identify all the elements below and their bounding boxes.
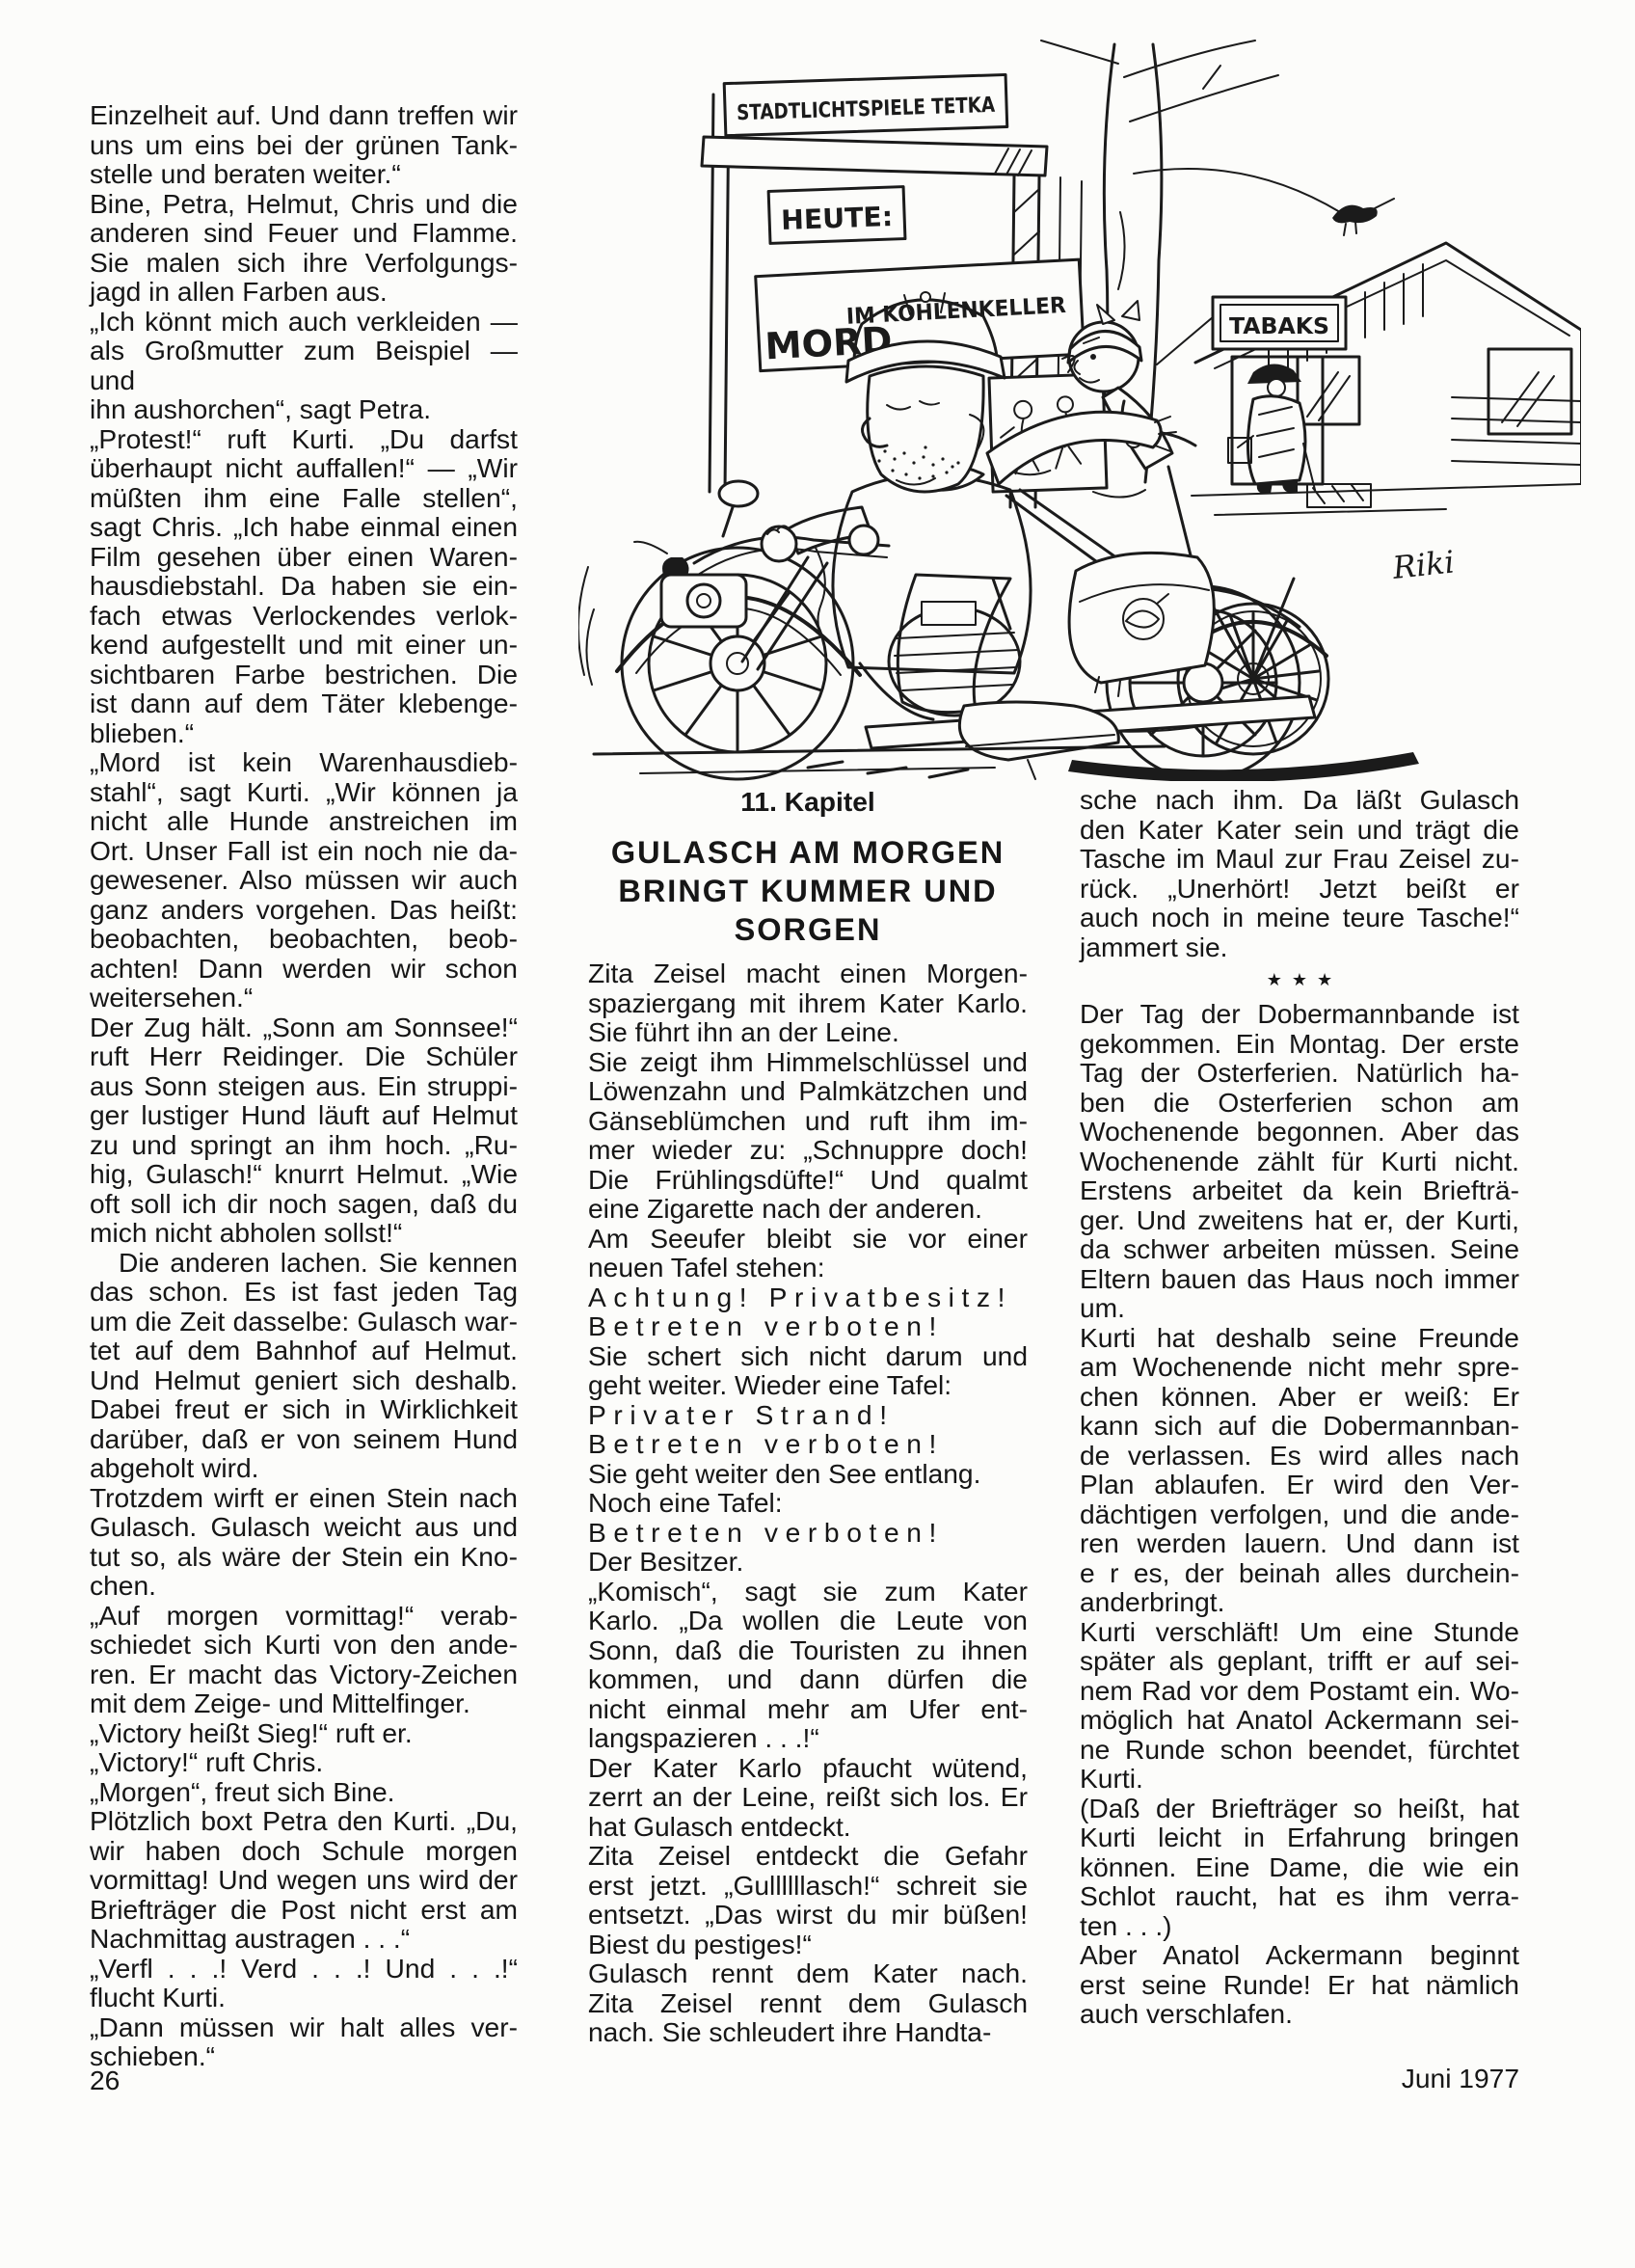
text-line: jammert sie. [1080, 931, 1228, 962]
paragraph [588, 1282, 1028, 1312]
text-line: wir haben doch Schule morgen [90, 1834, 518, 1866]
text-line: stahl“, sagt Kurti. „Wir können ja [90, 775, 518, 807]
text-line: „Mord ist kein Warenhausdieb- [90, 746, 518, 777]
paragraph [1080, 1940, 1519, 2029]
text-line: Bine, Petra, Helmut, Chris und die [90, 187, 518, 219]
paragraph [90, 1806, 518, 1954]
chapter-heading [588, 785, 1028, 949]
text-line: den Kater Kater sein und trägt die [1080, 813, 1519, 845]
text-line: gekommen. Ein Montag. Der erste [1080, 1027, 1519, 1059]
paragraph [588, 1841, 1028, 1958]
text-line: flucht Kurti. [90, 1982, 226, 2012]
text-line: „Victory!“ ruft Chris. [90, 1746, 324, 1777]
text-line: Erstens arbeitet da kein Briefträ- [1080, 1174, 1519, 1205]
tobacco-shop-house [1157, 243, 1581, 515]
text-line: Die Frühlingsdüfte!“ Und qualmt [588, 1163, 1028, 1195]
text-line: Gänseblümchen und ruft ihm im- [588, 1104, 1028, 1136]
text-line: spaziergang mit ihrem Kater Karlo. [588, 986, 1028, 1018]
text-line: ren. Er macht das Victory-Zeichen [90, 1658, 518, 1689]
text-line: ne Runde schon beendet, fürchtet [1080, 1733, 1519, 1765]
text-line: Tag der Osterferien. Natürlich ha- [1080, 1057, 1519, 1088]
text-line: e r es, der beinah alles durchein- [1080, 1556, 1519, 1588]
text-line: neuen Tafel stehen: [588, 1252, 825, 1282]
text-line: nicht alle Hunde anstreichen im [90, 805, 518, 836]
paragraph [588, 1488, 1028, 1518]
text-line: Und Helmut geniert sich deshalb. [90, 1364, 518, 1395]
text-line: auch noch in meine teure Tasche!“ [1080, 902, 1519, 932]
text-line: „Victory heißt Sieg!“ ruft er. [90, 1716, 413, 1748]
text-line: Kurti leicht in Erfahrung bringen [1080, 1822, 1519, 1852]
text-line: nach. Sie schleudert ihre Handta- [588, 2016, 992, 2047]
text-line: hig, Gulasch!“ knurrt Helmut. „Wie [90, 1158, 518, 1189]
text-line: Achtung! Privatbesitz! [588, 1281, 1013, 1312]
text-line: überhaupt nicht auffallen!“ — „Wir [90, 452, 518, 483]
text-line: am Wochenende nicht mehr spre- [1080, 1351, 1519, 1382]
text-line: Der Zug hält. „Sonn am Sonnsee!“ [90, 1011, 518, 1042]
bird-icon [1332, 199, 1394, 235]
paragraph [90, 307, 518, 424]
text-line: ihn aushorchen“, sagt Petra. [90, 393, 432, 424]
text-line: weitersehen.“ [90, 982, 254, 1012]
text-line: tut so, als wäre der Stein ein Kno- [90, 1540, 518, 1572]
text-line: tet auf dem Bahnhof auf Helmut. [90, 1335, 518, 1365]
text-line: Kurti. [1080, 1763, 1143, 1794]
column-middle [588, 958, 1028, 2047]
text-line: schiedet sich Kurti von den ande- [90, 1629, 518, 1660]
text-line: sichtbaren Farbe bestrichen. Die [90, 658, 518, 689]
text-line: Tasche im Maul zur Frau Zeisel zu- [1080, 843, 1519, 874]
text-line: Noch eine Tafel: [588, 1487, 783, 1518]
text-line: Aber Anatol Ackermann beginnt [1080, 1939, 1519, 1970]
text-line: vormittag! Und wegen uns wird der [90, 1864, 518, 1895]
column-left [90, 100, 518, 2071]
text-line: de verlassen. Es wird alles nach [1080, 1439, 1519, 1471]
paragraph [90, 100, 518, 189]
text-line: Am Seeufer bleibt sie vor einer [588, 1222, 1028, 1254]
text-line: oft soll ich dir noch sagen, daß du [90, 1187, 518, 1219]
text-line: Eltern bauen das Haus noch immer [1080, 1262, 1519, 1294]
text-line: anderbringt. [1080, 1586, 1225, 1617]
issue-date: Juni 1977 [1401, 2063, 1519, 2093]
artist-signature: Riki [1390, 543, 1457, 586]
text-line: „Auf morgen vormittag!“ verab- [90, 1599, 518, 1631]
paragraph [1080, 1617, 1519, 1794]
text-line: Sonn, daß die Touristen zu ihnen [588, 1634, 1028, 1665]
text-line: mich nicht abholen sollst!“ [90, 1217, 403, 1248]
text-line: Film gesehen über einen Waren- [90, 540, 518, 572]
chapter-title [588, 833, 1028, 949]
paragraph [588, 1400, 1028, 1430]
paragraph [90, 1718, 518, 1748]
text-line: langspazieren . . .!“ [588, 1722, 819, 1753]
text-line: hat Gulasch entdeckt. [588, 1810, 851, 1842]
text-line: Sie zeigt ihm Himmelschlüssel und [588, 1045, 1028, 1077]
text-line: darüber, daß er von seinem Hund [90, 1422, 518, 1454]
text-line: Die anderen lachen. Sie kennen [119, 1246, 518, 1278]
text-line: chen können. Aber er weiß: Er [1080, 1380, 1519, 1412]
paragraph [588, 1224, 1028, 1282]
text-line: mer wieder zu: „Schnuppre doch! [588, 1134, 1028, 1165]
text-line: fach etwas Verlockendes verlok- [90, 599, 518, 631]
text-line: Wochenende begonnen. Aber das [1080, 1116, 1519, 1147]
movie-sign-rest: IM KOHLENKELLER [845, 292, 1080, 330]
paragraph [90, 1601, 518, 1718]
text-line: abgeholt wird. [90, 1452, 259, 1483]
text-line: möglich hat Anatol Ackermann sei- [1080, 1704, 1519, 1735]
text-line: als Großmutter zum Beispiel — und [90, 335, 518, 395]
paragraph [588, 1547, 1028, 1577]
text-line: achten! Dann werden wir schon [90, 952, 518, 984]
text-line: Karlo. „Da wollen die Leute von [588, 1605, 1028, 1635]
heute-sign-text: HEUTE: [780, 201, 893, 237]
text-line: Sie geht weiter den See entlang. [588, 1457, 981, 1489]
text-line: das schon. Es ist fast jeden Tag [90, 1276, 518, 1307]
text-line: jagd in allen Farben aus. [90, 276, 388, 307]
illustration [578, 39, 1581, 781]
text-line: Nachmittag austragen . . .“ [90, 1923, 411, 1954]
text-line: um die Zeit dasselbe: Gulasch war- [90, 1305, 518, 1336]
paragraph [588, 1518, 1028, 1548]
text-line: chen. [90, 1570, 156, 1601]
text-line: Briefträger die Post nicht erst am [90, 1893, 518, 1925]
text-line: zu und springt an ihm hoch. „Ru- [90, 1128, 518, 1160]
text-line: Dabei freut er sich in Wirklichkeit [90, 1393, 518, 1424]
text-line: da schwer arbeiten müssen. Seine [1080, 1233, 1519, 1264]
paragraph [588, 958, 1028, 1047]
text-line: stelle und beraten weiter.“ [90, 158, 401, 189]
text-line: Der Kater Karlo pfaucht wütend, [588, 1751, 1028, 1783]
text-line: Sie malen sich ihre Verfolgungs- [90, 246, 518, 278]
cinema-marquee [724, 74, 1048, 135]
paragraph [90, 1248, 518, 1483]
chapter-title-line: BRINGT KUMMER UND [618, 874, 998, 908]
text-line: Gulasch. Gulasch weicht aus und [90, 1511, 518, 1542]
paragraph [588, 1459, 1028, 1489]
text-line: Biest du pestiges!“ [588, 1928, 812, 1959]
paragraph [90, 2012, 518, 2071]
postman-on-moped [617, 292, 1315, 779]
paragraph [90, 1777, 518, 1807]
text-line: Zita Zeisel rennt dem Gulasch [588, 1986, 1028, 2018]
text-line: Trotzdem wirft er einen Stein nach [90, 1481, 518, 1513]
text-line: Der Tag der Dobermannbande ist [1080, 998, 1519, 1029]
text-line: erst jetzt. „Gullllllasch!“ schreit sie [588, 1869, 1028, 1901]
text-line: nem Rad vor dem Postamt ein. Wo- [1080, 1674, 1519, 1706]
text-line: beobachten, beobachten, beob- [90, 923, 518, 954]
cartoon-drawing [578, 39, 1581, 781]
text-line: mit dem Zeige- und Mittelfinger. [90, 1688, 470, 1718]
column-right [1080, 785, 1519, 2029]
text-line: kommen, und dann dürfen die [588, 1663, 1028, 1694]
text-line: ger lustiger Hund läuft auf Helmut [90, 1099, 518, 1130]
shop-sign-text: TABAKS [1229, 314, 1329, 339]
paragraph [588, 1341, 1028, 1400]
paragraph [90, 747, 518, 1012]
text-line: Plan ablaufen. Er wird den Ver- [1080, 1469, 1519, 1499]
text-line: „Morgen“, freut sich Bine. [90, 1775, 395, 1807]
paragraph [90, 189, 518, 307]
movie-sign-word1: MORD [764, 318, 893, 368]
text-line: kann sich auf die Dobermannban- [1080, 1410, 1519, 1441]
text-line: gewesener. Also müssen wir auch [90, 864, 518, 895]
text-line: dächtigen verfolgen, und die ande- [1080, 1498, 1519, 1529]
paragraph [588, 1753, 1028, 1842]
text-line: erst seine Runde! Er hat nämlich [1080, 1968, 1519, 2000]
text-line: hausdiebstahl. Da haben sie ein- [90, 570, 518, 601]
paragraph [90, 424, 518, 748]
text-line: Sie führt ihn an der Leine. [588, 1016, 899, 1047]
text-line: Löwenzahn und Palmkätzchen und [588, 1075, 1028, 1106]
paragraph [90, 1483, 518, 1601]
page-number: 26 [90, 2065, 121, 2095]
paragraph [588, 1429, 1028, 1459]
text-line: kend aufgestellt und mit einer un- [90, 629, 518, 660]
text-line: Gulasch rennt dem Kater nach. [588, 1958, 1028, 1988]
text-line: schieben.“ [90, 2040, 216, 2071]
text-line: Betreten verboten! [588, 1310, 944, 1341]
text-line: ben die Osterferien schon am [1080, 1086, 1519, 1118]
chapter-kicker: 11. Kapitel [740, 786, 875, 817]
text-line: „Ich könnt mich auch verkleiden — [90, 305, 518, 337]
text-line: rück. „Unerhört! Jetzt beißt er [1080, 872, 1519, 904]
text-line: ger. Und zweitens hat er, der Kurti, [1080, 1203, 1519, 1235]
chapter-title-line: SORGEN [734, 912, 882, 947]
paragraph [588, 1577, 1028, 1753]
text-line: müßten ihm eine Falle stellen“, [90, 481, 518, 513]
text-line: ten . . .) [1080, 1909, 1172, 1941]
text-line: „Dann müssen wir halt alles ver- [90, 2011, 518, 2042]
text-line: zerrt an der Leine, reißt sich los. Er [588, 1781, 1028, 1812]
paragraph [1080, 1323, 1519, 1617]
text-line: (Daß der Briefträger so heißt, hat [1080, 1792, 1519, 1823]
paragraph [588, 1311, 1028, 1341]
text-line: ganz anders vorgehen. Das heißt: [90, 893, 518, 925]
text-line: Kurti hat deshalb seine Freunde [1080, 1321, 1519, 1353]
paragraph [588, 1047, 1028, 1224]
text-line: „Verfl . . .! Verd . . .! Und . . .!“ [90, 1952, 518, 1984]
text-line: ren werden lauern. Und dann ist [1080, 1527, 1519, 1558]
paragraph [1080, 999, 1519, 1323]
old-lady [1228, 364, 1315, 494]
text-line: ist dann auf dem Täter klebenge- [90, 688, 518, 718]
paragraph [588, 1958, 1028, 2047]
text-line: geht weiter. Wieder eine Tafel: [588, 1369, 952, 1400]
text-line: können. Eine Dame, die wie ein [1080, 1850, 1519, 1882]
paragraph [90, 1954, 518, 2012]
text-line: eine Zigarette nach der anderen. [588, 1193, 982, 1224]
text-line: sche nach ihm. Da läßt Gulasch [1080, 784, 1519, 815]
heute-sign [768, 187, 905, 244]
text-line: „Komisch“, sagt sie zum Kater [588, 1575, 1028, 1606]
shop-window-left [1298, 357, 1359, 424]
text-line: Zita Zeisel macht einen Morgen- [588, 958, 1028, 988]
paragraph [90, 1012, 518, 1248]
text-line: Betreten verboten! [588, 1516, 944, 1548]
paragraph [90, 1747, 518, 1777]
text-line: Wochenende zählt für Kurti nicht. [1080, 1145, 1519, 1176]
text-line: Einzelheit auf. Und dann treffen wir [90, 99, 518, 130]
text-line: sagt Chris. „Ich habe einmal einen [90, 511, 518, 542]
text-line: Sie schert sich nicht darum und [588, 1339, 1028, 1371]
text-line: um. [1080, 1292, 1125, 1323]
paragraph [1080, 785, 1519, 961]
text-line: Ort. Unser Fall ist ein noch nie da- [90, 834, 518, 866]
text-line: Zita Zeisel entdeckt die Gefahr [588, 1840, 1028, 1871]
text-line: später als geplant, trifft er auf sei- [1080, 1645, 1519, 1676]
text-line: Plötzlich boxt Petra den Kurti. „Du, [90, 1805, 518, 1836]
text-line: aus Sonn steigen aus. Ein struppi- [90, 1069, 518, 1101]
text-line: Privater Strand! [588, 1398, 895, 1430]
text-line: Kurti verschläft! Um eine Stunde [1080, 1615, 1519, 1647]
text-line: ruft Herr Reidinger. Die Schüler [90, 1040, 518, 1071]
text-line: Der Besitzer. [588, 1546, 744, 1577]
text-line: uns um eins bei der grünen Tank- [90, 128, 518, 160]
cinema-sign-text: STADTLICHTSPIELE TETKA [736, 92, 1048, 126]
chapter-title-line: GULASCH AM MORGEN [610, 835, 1005, 870]
text-line: nicht einmal mehr am Ufer ent- [588, 1692, 1028, 1724]
text-line: auch verschlafen. [1080, 1998, 1293, 2029]
text-line: anderen sind Feuer und Flamme. [90, 217, 518, 248]
text-line: blieben.“ [90, 716, 195, 748]
text-line: entsetzt. „Das wirst du mir büßen! [588, 1899, 1028, 1930]
text-line: Betreten verboten! [588, 1428, 944, 1459]
section-separator: ★★★ [1266, 970, 1343, 990]
text-line: „Protest!“ ruft Kurti. „Du darfst [90, 422, 518, 454]
text-line: Schlot raucht, hat es ihm verra- [1080, 1880, 1519, 1911]
paragraph [1080, 1794, 1519, 1941]
